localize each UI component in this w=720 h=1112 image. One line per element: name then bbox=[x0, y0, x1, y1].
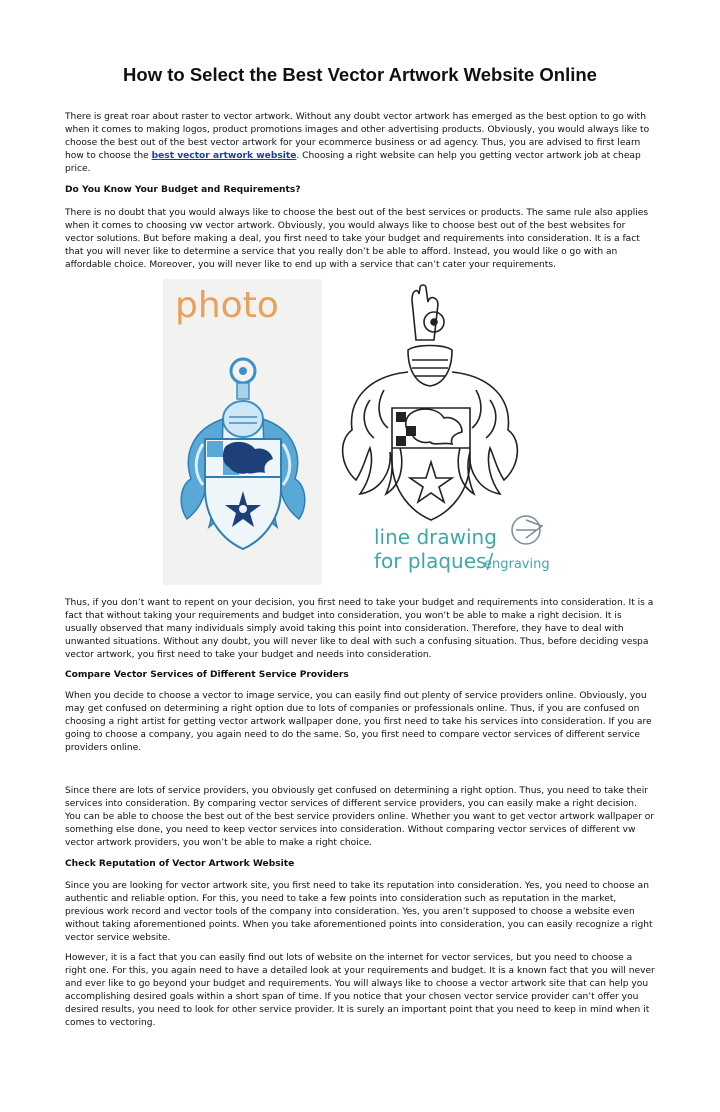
drawing-caption-line2a: for plaques/ bbox=[374, 549, 494, 573]
section-heading-compare: Compare Vector Services of Different Service Providers bbox=[65, 670, 349, 680]
compare-paragraph-1: When you decide to choose a vector to image service, you can easily find out plenty of service providers online. Obviously, you may get confused on determining a right option due to lots of companies or professionals online. Thus, if you are confused on choosing a right artist for getting vector artwork wallpaper done, you first need to take his services into consideration. If you are going to choose a company, you again need to do the same. So, you first need to compare vector services of different service providers online. bbox=[65, 691, 652, 753]
section-heading-budget: Do You Know Your Budget and Requirements? bbox=[65, 185, 301, 195]
drawing-caption-line1: line drawing bbox=[374, 525, 497, 549]
reputation-paragraph-2: However, it is a fact that you can easily find out lots of website on the internet for vector services, but you need to choose a right one. For this, you again need to have a detailed look at your requirements and budget. It is a known fact that you will never and ever like to go beyond your budget and requirements. You will always like to choose a vector artwork site that can help you accomplishing desired goals within a short span of time. If you notice that your chosen vector service provider can’t offer you desired results, you need to look for other service provider. It is surely an important point that you need to keep in mind when it comes to vectoring. bbox=[65, 953, 655, 1028]
photo-caption: photo bbox=[175, 285, 279, 326]
section-heading-reputation: Check Reputation of Vector Artwork Website bbox=[65, 859, 295, 869]
budget-paragraph-1: There is no doubt that you would always like to choose the best out of the best services or products. The same rule also applies when it comes to choosing vw vector artwork. Obviously, you would always like to choose best out of the best websites for vector solutions. But before making a deal, you first need to take your budget and requirements into consideration. It is a fact that you will never like to determine a service that you really don’t be able to afford. Instead, you would like o go with an affordable choice. Moreover, you will never like to end up with a service that can’t cater your requirements. bbox=[65, 208, 649, 270]
coat-of-arms-photo bbox=[163, 279, 322, 585]
intro-paragraph bbox=[65, 111, 655, 176]
drawing-caption-line2b: engraving bbox=[484, 557, 550, 572]
coat-of-arms-line-drawing bbox=[330, 280, 556, 580]
intro-text-b: . Choosing a right website can help you getting vector artwork job at cheap price. bbox=[65, 150, 641, 174]
intro-text-a: There is great roar about raster to vector artwork. Without any doubt vector artwork has emerged as the best option to go with when it comes to making logos, product promotions images and other advertising products. Obviously, you would always like to choose the best out of the best vector artwork for your ecommerce business or ad agency. Thus, you are advised to first learn how to choose the bbox=[65, 112, 650, 161]
coat-of-arms-photo-drawing bbox=[163, 279, 322, 585]
budget-paragraph-2: Thus, if you don’t want to repent on your decision, you first need to take your budget and requirements into consideration. It is a fact that without taking your requirements and budget into consideration, you won’t be able to make a right decision. It is usually observed that many individuals simply avoid taking this point into consideration. Therefore, they have to deal with unwanted situations. Without any doubt, you will never like to deal with such a confusing situation. Thus, before deciding vespa vector artwork, you first need to take your budget and needs into consideration. bbox=[65, 598, 654, 660]
compare-paragraph-2: Since there are lots of service providers, you obviously get confused on determining a right option. Thus, you need to take their services into consideration. By comparing vector services of different service providers, you can easily make a right decision. You can be able to choose the best out of the best service providers online. Whether you want to get vector artwork wallpaper or something else done, you need to keep vector services into consideration. Without comparing vector services of different vw vector artwork providers, you won’t be able to make a right choice. bbox=[65, 786, 655, 848]
page-title: How to Select the Best Vector Artwork Website Online bbox=[123, 64, 597, 85]
reputation-paragraph-1: Since you are looking for vector artwork site, you first need to take its reputation into consideration. Yes, you need to choose an authentic and reliable option. For this, you need to take a few points into consideration such as reputation in the market, previous work record and vector tools of the company into consideration. Yes, you aren’t supposed to choose a website even without taking aforementioned points. When you take aforementioned points into consideration, you can easily recognize a right vector service website. bbox=[65, 881, 653, 943]
line-drawing-art bbox=[330, 280, 556, 580]
vector-artwork-link[interactable]: best vector artwork website bbox=[151, 150, 297, 161]
